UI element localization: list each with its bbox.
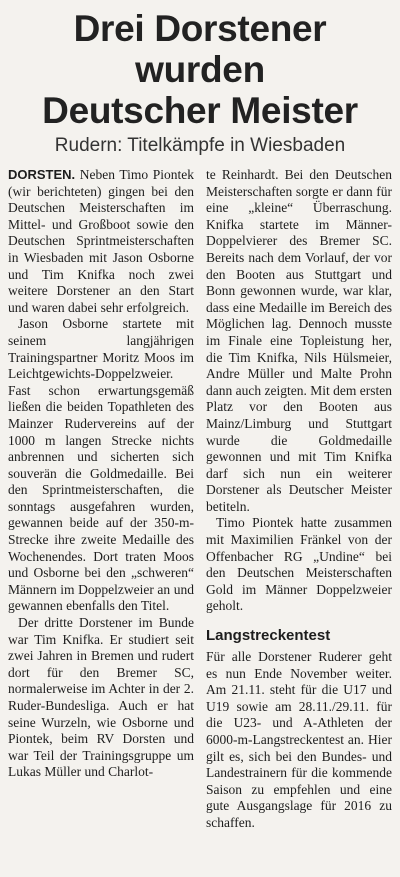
column-right [206,167,392,832]
paragraph-text: Neben Timo Piontek (wir berichteten) gingen bei den Deutschen Meisterschaften im Mittel- und Großboot sowie den Deutschen Sprintmeisterschaften in Wiesbaden mit Jason Osborne und Tim Knifka noch zwei weitere Dorstener an den Start und waren dabei sehr erfolgreich. [8,167,195,315]
paragraph: te Reinhardt. Bei den Deutschen Meisterschaften sorgte er dann für eine „kleine“ Überraschung. Knifka startete im Männer-Doppelvierer des Bremer SC. Bereits nach dem Vorlauf, der vor den Booten aus Stuttgart und Bonn gewonnen wurde, war klar, dass eine Medaille im Bereich des Möglichen lag. Dennoch musste im Finale eine Topleistung her, die Tim Knifka, Nils Hülsmeier, Andre Müller und Malte Prohn dann auch zeigten. Mit dem ersten Platz vor den Booten aus Mainz/Limburg und Stuttgart wurde die Goldmedaille gewonnen und mit Tim Knifka darf sich nun ein weiterer Dorstener als Deutscher Meister betiteln. [206,167,392,514]
headline [8,8,392,131]
section-heading: Langstreckentest [206,627,331,645]
headline-line-2: wurden [135,49,265,90]
dateline: DORSTEN. [8,167,76,182]
article-body [8,167,392,832]
headline-line-1: Drei Dorstener [73,8,327,49]
paragraph: Für alle Dorstener Ruderer geht es nun Ende November weiter. Am 21.11. steht für die U17 und U19 sowie am 28.11./29.11. für die U23- und A-Athleten der 6000-m-Langstreckentest an. Hier gilt es, sich bei den Bundes- und Landestrainern für die kommende Saison zu empfehlen und eine gute Ausgangslage für 2016 zu schaffen. [206,649,392,830]
paragraph: Jason Osborne startete mit seinem langjährigen Trainingspartner Moritz Moos im Leichtgewichts-Doppelzweier. Fast schon erwartungsgemäß ließen die beiden Topathleten des Mainzer Rudervereins auf der 1000 m langen Strecke nichts anbrennen und sicherten sich souverän die Goldmedaille. Bei den Sprintmeisterschaften, die sonntags ausgefahren wurden, gewannen beide auf der 350-m-Strecke ihre zweite Medaille des Wochenendes. Dort traten Moos und Osborne bei den „schweren“ Männern im Doppelzweier an und gewannen ebenfalls den Titel. [8,316,194,614]
headline-line-3: Deutscher Meister [42,90,358,131]
paragraph [8,167,194,316]
paragraph: Der dritte Dorstener im Bunde war Tim Knifka. Er studiert seit zwei Jahren in Bremen und rudert dort für den Bremer SC, normalerweise im Achter in der 2. Ruder-Bundesliga. Auch er hat seine Wurzeln, wie Osborne und Piontek, beim RV Dorsten und war Teil der Trainingsgruppe um Lukas Müller und Charlot- [8,615,194,780]
column-left [8,167,194,832]
paragraph: Timo Piontek hatte zusammen mit Maximilien Fränkel von der Offenbacher RG „Undine“ bei den Deutschen Meisterschaften Gold im Männer Doppelzweier geholt. [206,515,392,614]
subheadline: Rudern: Titelkämpfe in Wiesbaden [54,135,346,156]
